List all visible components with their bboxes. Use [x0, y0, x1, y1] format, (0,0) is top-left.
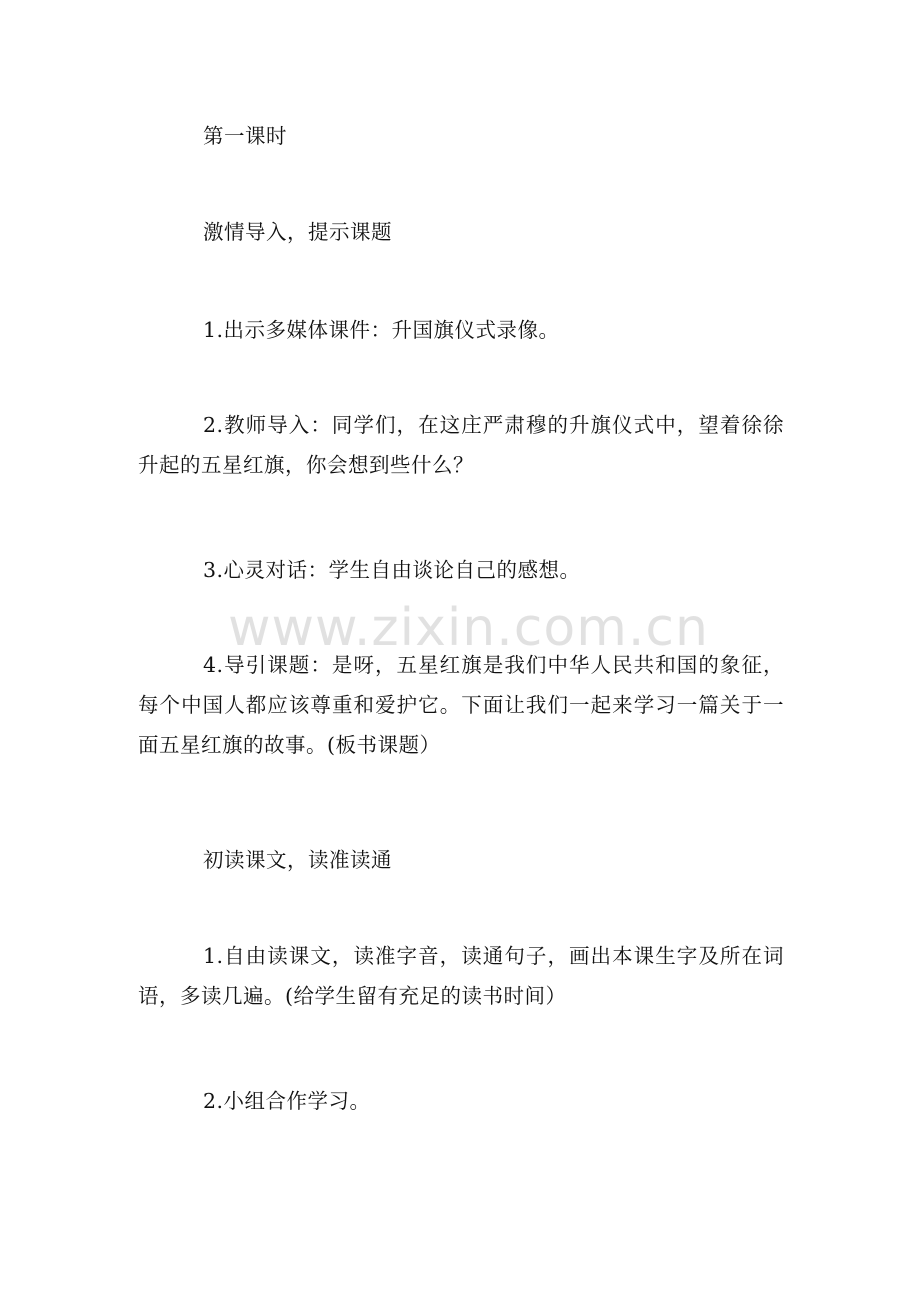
section-heading-first-reading: 初读课文，读准读通: [203, 848, 392, 872]
step-paragraph: 2.小组合作学习。: [203, 1089, 371, 1113]
lesson-period-heading: 第一课时: [203, 124, 287, 148]
step-paragraph: 4.导引课题：是呀，五星红旗是我们中华人民共和国的象征，每个中国人都应该尊重和爱护它。下面让我们一起来学习一篇关于一面五星红旗的故事。(板书课题）: [138, 653, 784, 757]
watermark-text: www.zixin.com.cn: [228, 598, 709, 658]
step-paragraph: 1.出示多媒体课件：升国旗仪式录像。: [203, 318, 560, 342]
section-heading-introduction: 激情导入，提示课题: [203, 220, 392, 244]
step-paragraph: 1.自由读课文，读准字音，读通句子，画出本课生字及所在词语，多读几遍。(给学生留有充足的读书时间）: [138, 944, 784, 1008]
step-paragraph: 3.心灵对话：学生自由谈论自己的感想。: [203, 558, 581, 582]
step-paragraph: 2.教师导入：同学们，在这庄严肃穆的升旗仪式中，望着徐徐升起的五星红旗，你会想到些什么？: [138, 413, 784, 477]
